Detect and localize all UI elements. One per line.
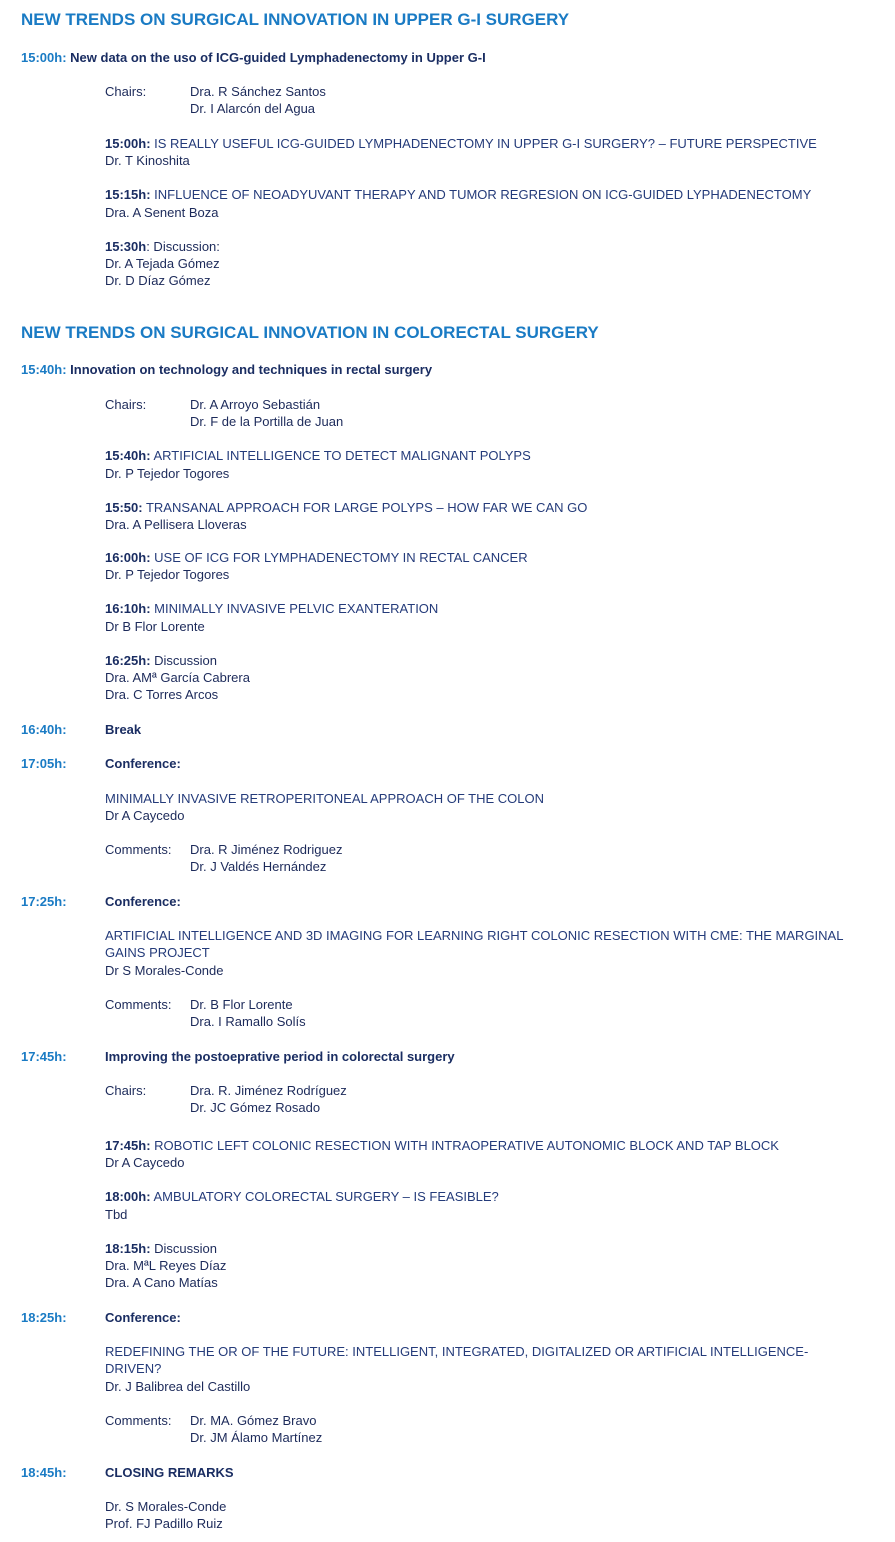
conference-title: MINIMALLY INVASIVE RETROPERITONEAL APPROACH OF THE COLON xyxy=(105,791,544,806)
talk-speaker: Dr. T Kinoshita xyxy=(105,153,190,168)
talk-speaker: Tbd xyxy=(105,1207,128,1222)
conference-speaker: Dr A Caycedo xyxy=(105,808,185,823)
chairs-label: Chairs: xyxy=(105,84,147,99)
commenter-name: Dra. R Jiménez Rodriguez xyxy=(190,842,343,857)
commenter-name: Dr. JM Álamo Martínez xyxy=(190,1430,323,1445)
conference-title: ARTIFICIAL INTELLIGENCE AND 3D IMAGING FOR LEARNING RIGHT COLONIC RESECTION WITH CME: THE MARGINAL GAINS PROJECT xyxy=(105,928,843,960)
closing-label: CLOSING REMARKS xyxy=(105,1465,234,1480)
talk-title: ROBOTIC LEFT COLONIC RESECTION WITH INTRAOPERATIVE AUTONOMIC BLOCK AND TAP BLOCK xyxy=(154,1138,779,1153)
discussion-label: Discussion xyxy=(154,653,218,668)
talk-line xyxy=(105,135,817,152)
talk-time: 15:15h: xyxy=(105,187,151,202)
chair-name: Dr. F de la Portilla de Juan xyxy=(190,414,344,429)
commenter-name: Dr. J Valdés Hernández xyxy=(190,859,327,874)
discussion-label: Discussion xyxy=(154,1241,218,1256)
chair-name: Dr. A Arroyo Sebastián xyxy=(190,397,321,412)
chair-name: Dra. R. Jiménez Rodríguez xyxy=(190,1083,347,1098)
discussion-person: Dr. A Tejada Gómez xyxy=(105,256,220,271)
discussion-person: Dra. A Cano Matías xyxy=(105,1275,218,1290)
talk-time: 16:10h: xyxy=(105,601,151,616)
talk-title: TRANSANAL APPROACH FOR LARGE POLYPS – HOW FAR WE CAN GO xyxy=(145,500,588,515)
session-upper-gi xyxy=(21,49,486,66)
chair-name: Dra. R Sánchez Santos xyxy=(190,84,326,99)
comments-label: Comments: xyxy=(105,1413,172,1428)
discussion-line xyxy=(105,1240,217,1257)
session-title: Innovation on technology and techniques in rectal surgery xyxy=(70,362,433,377)
talk-time: 17:45h: xyxy=(105,1138,151,1153)
chair-name: Dr. JC Gómez Rosado xyxy=(190,1100,321,1115)
talk-line xyxy=(105,186,811,203)
conference-speaker: Dr S Morales-Conde xyxy=(105,963,224,978)
talk-time: 16:00h: xyxy=(105,550,151,565)
conference-label: Conference: xyxy=(105,1310,181,1325)
chair-name: Dr. I Alarcón del Agua xyxy=(190,101,316,116)
conference-title: REDEFINING THE OR OF THE FUTURE: INTELLIGENT, INTEGRATED, DIGITALIZED OR ARTIFICIAL INTELLIGENCE-DRIVEN? xyxy=(105,1344,809,1376)
closing-time: 18:45h: xyxy=(21,1465,67,1480)
conference-label: Conference: xyxy=(105,756,181,771)
discussion-person: Dra. C Torres Arcos xyxy=(105,687,219,702)
conference-time: 18:25h: xyxy=(21,1310,67,1325)
discussion-person: Dra. AMª García Cabrera xyxy=(105,670,250,685)
commenter-name: Dra. I Ramallo Solís xyxy=(190,1014,306,1029)
talk-time: 15:00h: xyxy=(105,136,151,151)
conference-speaker: Dr. J Balibrea del Castillo xyxy=(105,1379,251,1394)
session-time: 15:00h: xyxy=(21,50,67,65)
section-title-upper-gi: NEW TRENDS ON SURGICAL INNOVATION IN UPPER G-I SURGERY xyxy=(21,10,570,29)
talk-time: 15:50: xyxy=(105,500,143,515)
talk-title: USE OF ICG FOR LYMPHADENECTOMY IN RECTAL CANCER xyxy=(154,550,528,565)
talk-line xyxy=(105,549,528,566)
closing-person: Dr. S Morales-Conde xyxy=(105,1499,227,1514)
break-time: 16:40h: xyxy=(21,722,67,737)
talk-speaker: Dr. P Tejedor Togores xyxy=(105,466,230,481)
session-rectal xyxy=(21,361,432,378)
talk-speaker: Dr A Caycedo xyxy=(105,1155,185,1170)
commenter-name: Dr. B Flor Lorente xyxy=(190,997,293,1012)
discussion-label: : Discussion: xyxy=(146,239,220,254)
conference-label: Conference: xyxy=(105,894,181,909)
section-title-colorectal: NEW TRENDS ON SURGICAL INNOVATION IN COLORECTAL SURGERY xyxy=(21,323,599,342)
talk-line xyxy=(105,600,438,617)
talk-time: 18:00h: xyxy=(105,1189,151,1204)
discussion-time: 15:30h xyxy=(105,239,147,254)
talk-time: 15:40h: xyxy=(105,448,151,463)
comments-label: Comments: xyxy=(105,842,172,857)
talk-line xyxy=(105,1137,779,1154)
talk-line xyxy=(105,447,531,464)
talk-speaker: Dr. P Tejedor Togores xyxy=(105,567,230,582)
talk-title: INFLUENCE OF NEOADYUVANT THERAPY AND TUMOR REGRESION ON ICG-GUIDED LYPHADENECTOMY xyxy=(154,187,812,202)
break-label: Break xyxy=(105,722,142,737)
discussion-time: 16:25h: xyxy=(105,653,151,668)
conference-time: 17:25h: xyxy=(21,894,67,909)
conference-time: 17:05h: xyxy=(21,756,67,771)
talk-title: ARTIFICIAL INTELLIGENCE TO DETECT MALIGNANT POLYPS xyxy=(153,448,531,463)
discussion-time: 18:15h: xyxy=(105,1241,151,1256)
talk-speaker: Dr B Flor Lorente xyxy=(105,619,205,634)
discussion-person: Dr. D Díaz Gómez xyxy=(105,273,211,288)
talk-title: IS REALLY USEFUL ICG-GUIDED LYMPHADENECTOMY IN UPPER G-I SURGERY? – FUTURE PERSPECTIVE xyxy=(154,136,817,151)
session-time: 15:40h: xyxy=(21,362,67,377)
closing-person: Prof. FJ Padillo Ruiz xyxy=(105,1516,223,1531)
talk-line xyxy=(105,499,587,516)
talk-line xyxy=(105,1188,499,1205)
chairs-label: Chairs: xyxy=(105,397,147,412)
discussion-person: Dra. MªL Reyes Díaz xyxy=(105,1258,227,1273)
talk-speaker: Dra. A Senent Boza xyxy=(105,205,219,220)
commenter-name: Dr. MA. Gómez Bravo xyxy=(190,1413,317,1428)
talk-speaker: Dra. A Pellisera Lloveras xyxy=(105,517,247,532)
session-time: 17:45h: xyxy=(21,1049,67,1064)
session-title: Improving the postoeprative period in colorectal surgery xyxy=(105,1049,455,1064)
chairs-label: Chairs: xyxy=(105,1083,147,1098)
session-title: New data on the uso of ICG-guided Lymphadenectomy in Upper G-I xyxy=(70,50,486,65)
discussion-line xyxy=(105,652,217,669)
discussion-line xyxy=(105,238,220,255)
talk-title: AMBULATORY COLORECTAL SURGERY – IS FEASIBLE? xyxy=(153,1189,499,1204)
comments-label: Comments: xyxy=(105,997,172,1012)
talk-title: MINIMALLY INVASIVE PELVIC EXANTERATION xyxy=(154,601,439,616)
